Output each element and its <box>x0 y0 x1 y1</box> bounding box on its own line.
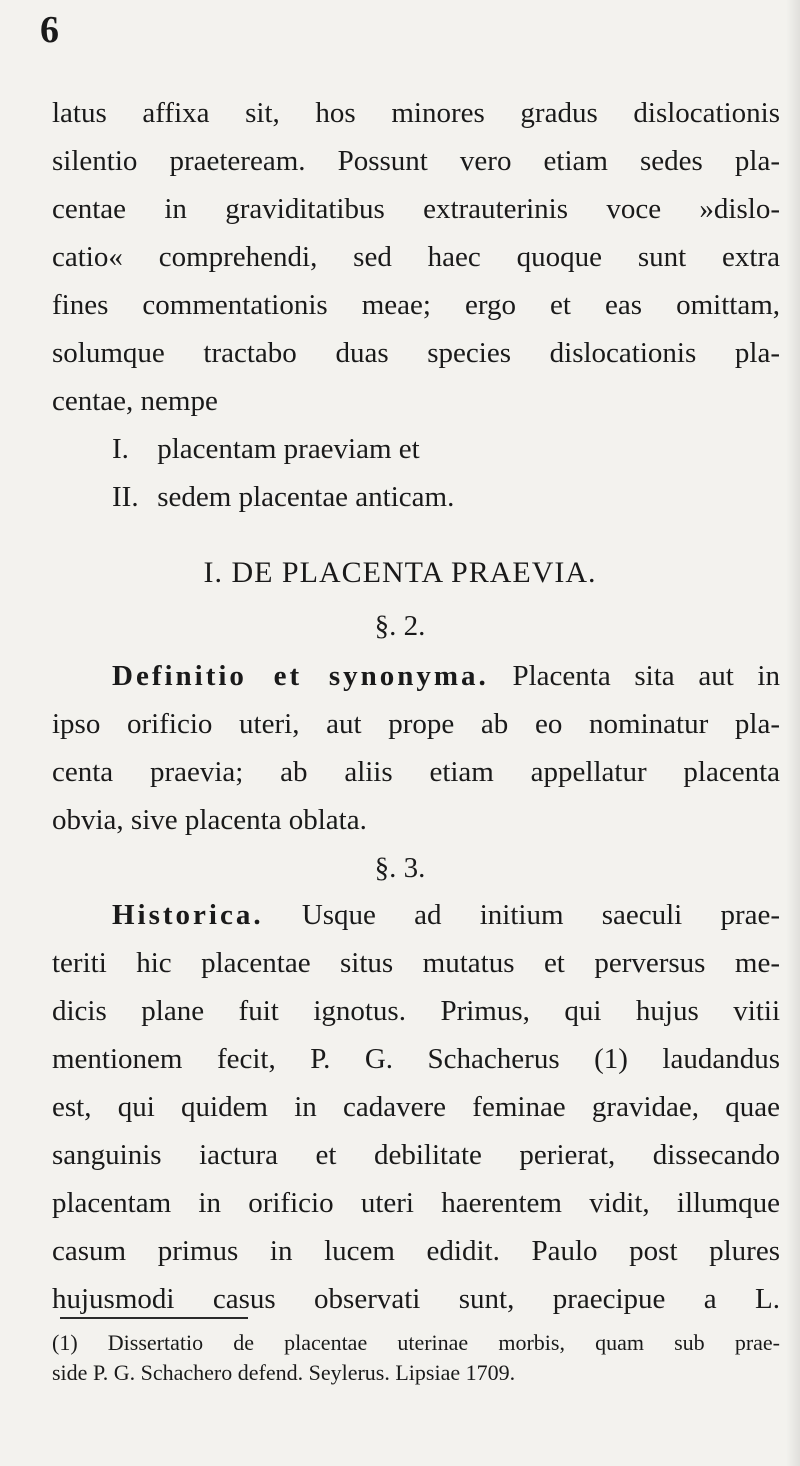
text-line: catio« comprehendi, sed haec quoque sunt extra <box>52 241 780 273</box>
text-line: hujusmodi casus observati sunt, praecipue a L. <box>52 1283 780 1315</box>
text-line: fines commentationis meae; ergo et eas omittam, <box>52 289 780 321</box>
footnote-line: (1) Dissertatio de placentae uterinae morbis, quam sub prae- <box>52 1330 780 1355</box>
text-line: centae in graviditatibus extrauterinis voce »dislo- <box>52 193 780 225</box>
text-line: teriti hic placentae situs mutatus et perversus me- <box>52 947 780 979</box>
text-line: obvia, sive placenta oblata. <box>52 804 367 836</box>
paragraph-lead: Historica. <box>112 899 264 931</box>
list-item <box>112 479 780 515</box>
text-line: silentio praeteream. Possunt vero etiam sedes pla- <box>52 145 780 177</box>
list-number: II. <box>112 481 139 513</box>
paragraph-first-line <box>112 658 780 694</box>
page-edge-shadow <box>786 0 800 1466</box>
paragraph-first-line <box>112 897 780 933</box>
text-line: centa praevia; ab aliis etiam appellatur placenta <box>52 756 780 788</box>
footnote-line: side P. G. Schachero defend. Seylerus. Lipsiae 1709. <box>52 1360 516 1385</box>
text-line: centae, nempe <box>52 385 218 417</box>
section-mark: §. 2. <box>374 610 426 642</box>
text-line: casum primus in lucem edidit. Paulo post plures <box>52 1235 780 1267</box>
footnote-rule <box>60 1317 248 1319</box>
text-line: ipso orificio uteri, aut prope ab eo nominatur pla- <box>52 708 780 740</box>
text-line: est, qui quidem in cadavere feminae gravidae, quae <box>52 1091 780 1123</box>
text-line: mentionem fecit, P. G. Schacherus (1) laudandus <box>52 1043 780 1075</box>
text-line: dicis plane fuit ignotus. Primus, qui hujus vitii <box>52 995 780 1027</box>
list-text: sedem placentae anticam. <box>157 481 455 513</box>
section-heading: I. DE PLACENTA PRAEVIA. <box>203 556 597 589</box>
text-line: latus affixa sit, hos minores gradus dislocationis <box>52 97 780 129</box>
text-line: placentam in orificio uteri haerentem vidit, illumque <box>52 1187 780 1219</box>
page-number: 6 <box>40 9 60 51</box>
list-text: placentam praeviam et <box>157 433 420 465</box>
paragraph-text: Placenta sita aut in <box>512 660 780 692</box>
text-line: solumque tractabo duas species dislocationis pla- <box>52 337 780 369</box>
paragraph-lead: Definitio et synonyma. <box>112 660 489 692</box>
list-number: I. <box>112 433 129 465</box>
section-mark: §. 3. <box>374 852 426 884</box>
text-line: sanguinis iactura et debilitate perierat, dissecando <box>52 1139 780 1171</box>
list-item <box>112 431 780 467</box>
paragraph-text: Usque ad initium saeculi prae- <box>301 899 780 931</box>
